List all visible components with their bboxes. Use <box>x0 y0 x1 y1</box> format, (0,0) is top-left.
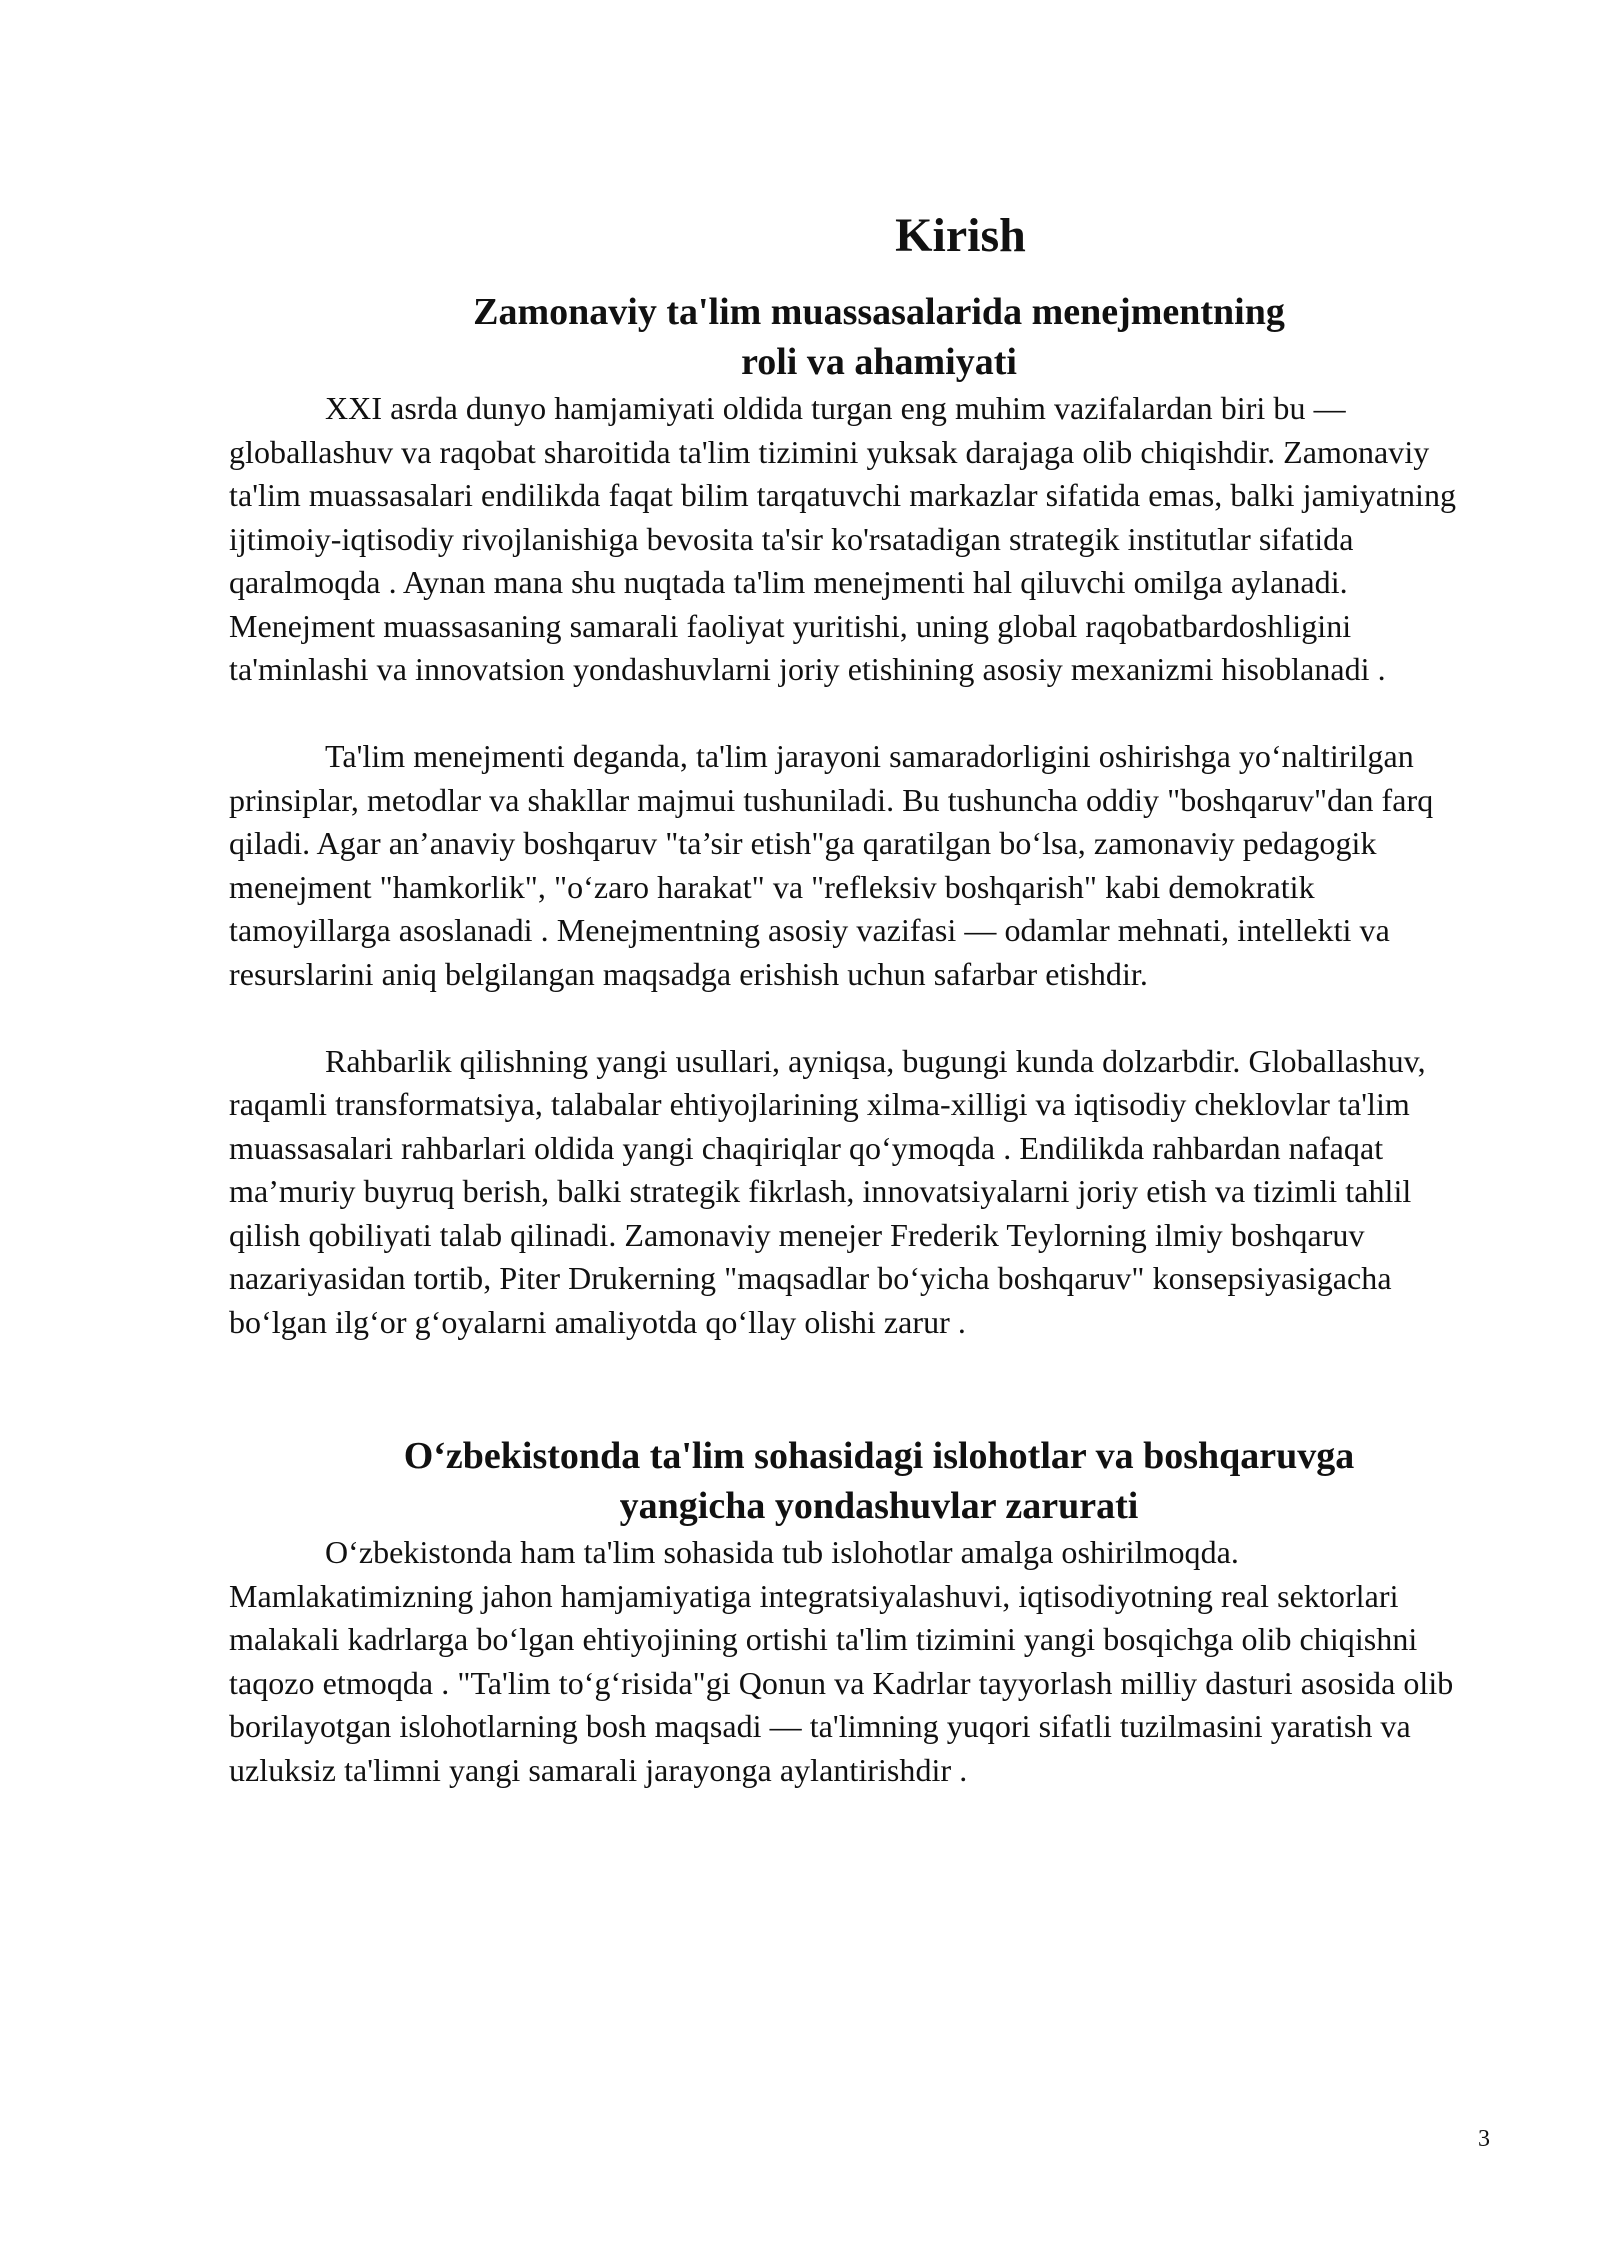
section-heading-reforms <box>229 1431 1484 1531</box>
section-heading-management-role <box>229 287 1484 387</box>
page-number: 3 <box>1478 2126 1490 2152</box>
section-heading-line: yangicha yondashuvlar zarurati <box>619 1485 1139 1527</box>
section-heading-line: roli va ahamiyati <box>741 341 1017 383</box>
paragraph: Rahbarlik qilishning yangi usullari, ayniqsa, bugungi kunda dolzarbdir. Globallashuv, raqamli transformatsiya, talabalar ehtiyojlarining xilma-xilligi va iqtisodiy cheklovlar ta'lim muassasalari rahbarlari oldida yangi chaqiriqlar qo‘ymoqda . Endilikda rahbardan nafaqat ma’muriy buyruq berish, balki strategik fikrlash, innovatsiyalarni joriy etish va tizimli tahlil qilish qobiliyati talab qilinadi. Zamonaviy menejer Frederik Teylorning ilmiy boshqaruv nazariyasidan tortib, Piter Drukerning "maqsadlar bo‘yicha boshqaruv" konsepsiyasigacha bo‘lgan ilg‘or g‘oyalarni amaliyotda qo‘llay olishi zarur . <box>229 1042 1426 1340</box>
section-heading-line: O‘zbekistonda ta'lim sohasidagi islohotlar va boshqaruvga <box>403 1435 1355 1477</box>
paragraph-spacer <box>229 996 1484 1040</box>
section-spacer <box>229 1344 1484 1431</box>
paragraph: XXI asrda dunyo hamjamiyati oldida turgan eng muhim vazifalardan biri bu — globallashuv va raqobat sharoitida ta'lim tizimini yuksak darajaga olib chiqishdir. Zamonaviy ta'lim muassasalari endilikda faqat bilim tarqatuvchi markazlar sifatida emas, balki jamiyatning ijtimoiy-iqtisodiy rivojlanishiga bevosita ta'sir ko'rsatadigan strategik institutlar sifatida qaralmoqda . Aynan mana shu nuqtada ta'lim menejmenti hal qiluvchi omilga aylanadi. Menejment muassasaning samarali faoliyat yuritishi, uning global raqobatbardoshligini ta'minlashi va innovatsion yondashuvlarni joriy etishining asosiy mexanizmi hisoblanadi . <box>229 390 1457 687</box>
section-heading-line: Zamonaviy ta'lim muassasalarida menejmentning <box>473 291 1285 333</box>
paragraph: Ta'lim menejmenti deganda, ta'lim jarayoni samaradorligini oshirishga yo‘naltirilgan prinsiplar, metodlar va shakllar majmui tushuniladi. Bu tushuncha oddiy "boshqaruv"dan farq qiladi. Agar an’anaviy boshqaruv "ta’sir etish"ga qaratilgan bo‘lsa, zamonaviy pedagogik menejment "hamkorlik", "o‘zaro harakat" va "refleksiv boshqarish" kabi demokratik tamoyillarga asoslanadi . Menejmentning asosiy vazifasi — odamlar mehnati, intellekti va resurslarini aniq belgilangan maqsadga erishish uchun safarbar etishdir. <box>229 738 1434 992</box>
paragraph-spacer <box>229 692 1484 736</box>
page-content <box>229 205 1484 1792</box>
page-title: Kirish <box>895 209 1026 262</box>
paragraph: O‘zbekistonda ham ta'lim sohasida tub islohotlar amalga oshirilmoqda. Mamlakatimizning jahon hamjamiyatiga integratsiyalashuvi, iqtisodiyotning real sektorlari malakali kadrlarga bo‘lgan ehtiyojining ortishi ta'lim tizimini yangi bosqichga olib chiqishni taqozo etmoqda . "Ta'lim to‘g‘risida"gi Qonun va Kadrlar tayyorlash milliy dasturi asosida olib borilayotgan islohotlarning bosh maqsadi — ta'limning yuqori sifatli tuzilmasini yaratish va uzluksiz ta'limni yangi samarali jarayonga aylantirishdir . <box>229 1534 1454 1788</box>
